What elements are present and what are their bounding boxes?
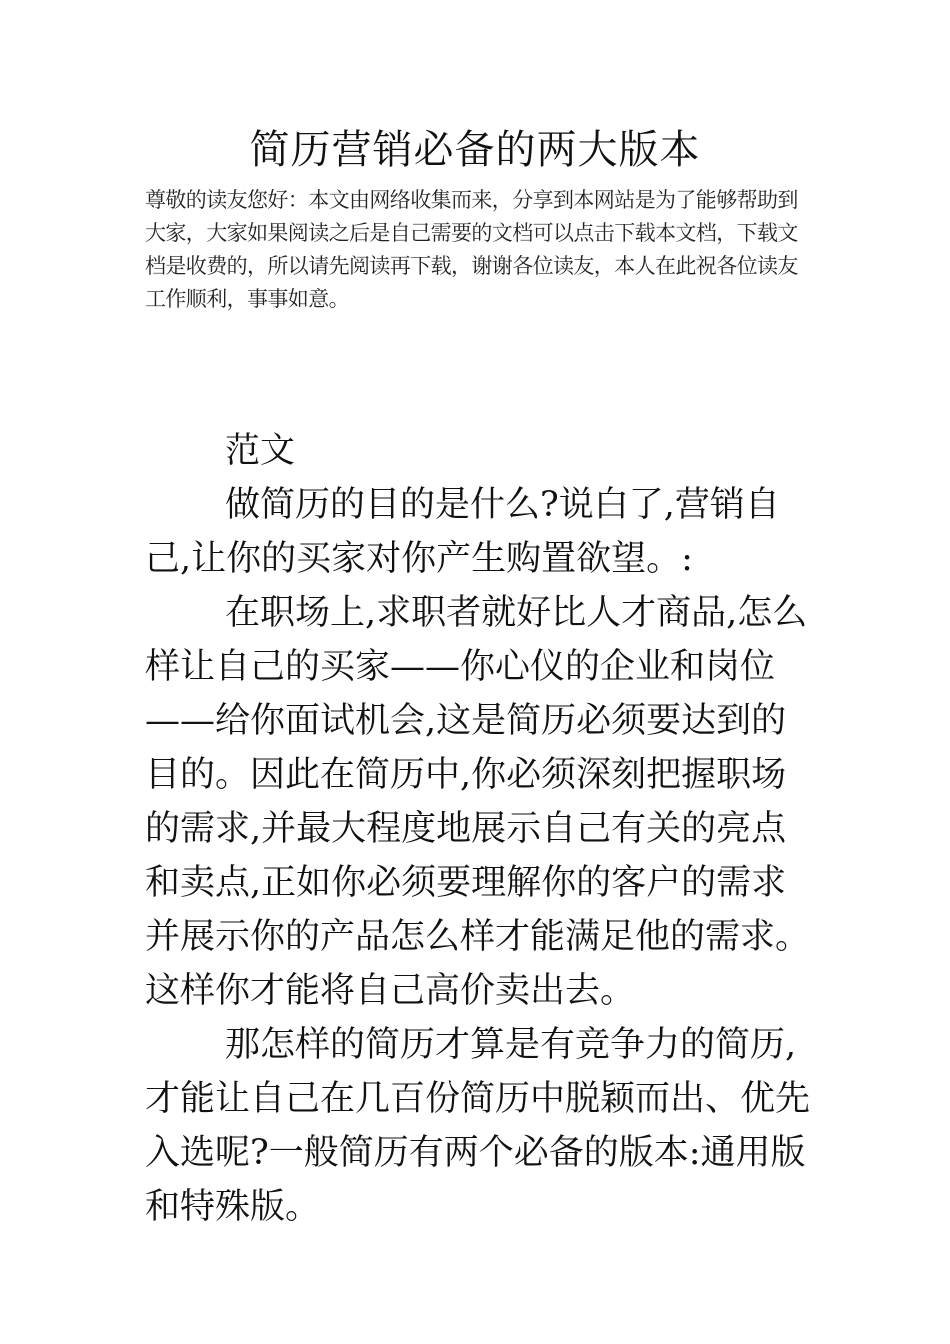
document-body xyxy=(145,424,815,1234)
paragraph: 在职场上,求职者就好比人才商品,怎么样让自己的买家——你心仪的企业和岗位——给你面试机会,这是简历必须要达到的目的。因此在简历中,你必须深刻把握职场的需求,并最大程度地展示自己有关的亮点和卖点,正如你必须要理解你的客户的需求并展示你的产品怎么样才能满足他的需求。这样你才能将自己高价卖出去。 xyxy=(145,593,811,1011)
document-title: 简历营销必备的两大版本 xyxy=(249,127,701,173)
paragraph: 做简历的目的是什么?说白了,营销自己,让你的买家对你产生购置欲望。: xyxy=(145,485,780,579)
reader-notice: 尊敬的读友您好：本文由网络收集而来，分享到本网站是为了能够帮助到大家，大家如果阅读之后是自己需要的文档可以点击下载本文档，下载文档是收费的，所以请先阅读再下载，谢谢各位读友，本人在此祝各位读友工作顺利，事事如意。 xyxy=(145,188,798,311)
paragraph-heading: 范文 xyxy=(225,431,296,471)
paragraph: 那怎样的简历才算是有竞争力的简历,才能让自己在几百份简历中脱颖而出、优先入选呢?一般简历有两个必备的版本:通用版和特殊版。 xyxy=(145,1025,811,1227)
